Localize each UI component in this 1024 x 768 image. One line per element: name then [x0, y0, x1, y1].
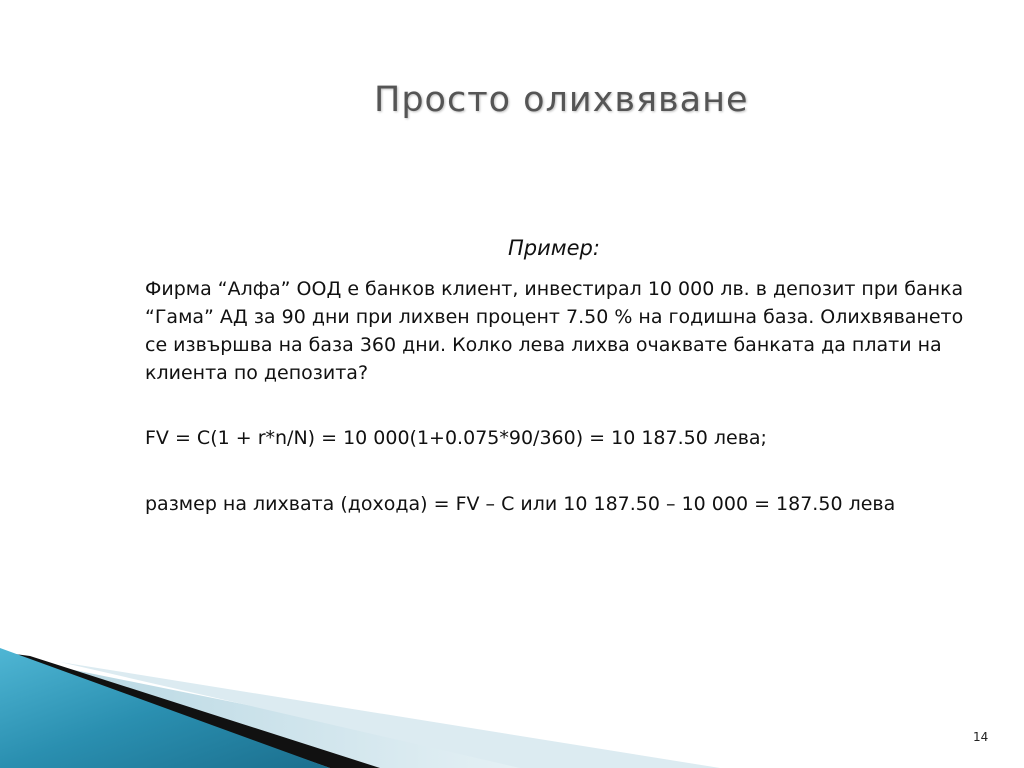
slide-title: Просто олихвяване: [374, 80, 749, 120]
page-number: 14: [973, 730, 989, 744]
interest-paragraph: размер на лихвата (дохода) = FV – C или 10 187.50 – 10 000 = 187.50 лева: [145, 493, 896, 515]
example-heading: Пример:: [508, 236, 600, 260]
formula-paragraph: FV = C(1 + r*n/N) = 10 000(1+0.075*90/360) = 10 187.50 лева;: [145, 427, 767, 449]
problem-paragraph: Фирма “Алфа” ООД е банков клиент, инвестирал 10 000 лв. в депозит при банка “Гама” АД за 90 дни при лихвен процент 7.50 % на годишна база. Олихвяването се извършва на база 360 дни. Колко лева лихва очаквате банката да плати на клиента по депозита?: [145, 278, 964, 384]
